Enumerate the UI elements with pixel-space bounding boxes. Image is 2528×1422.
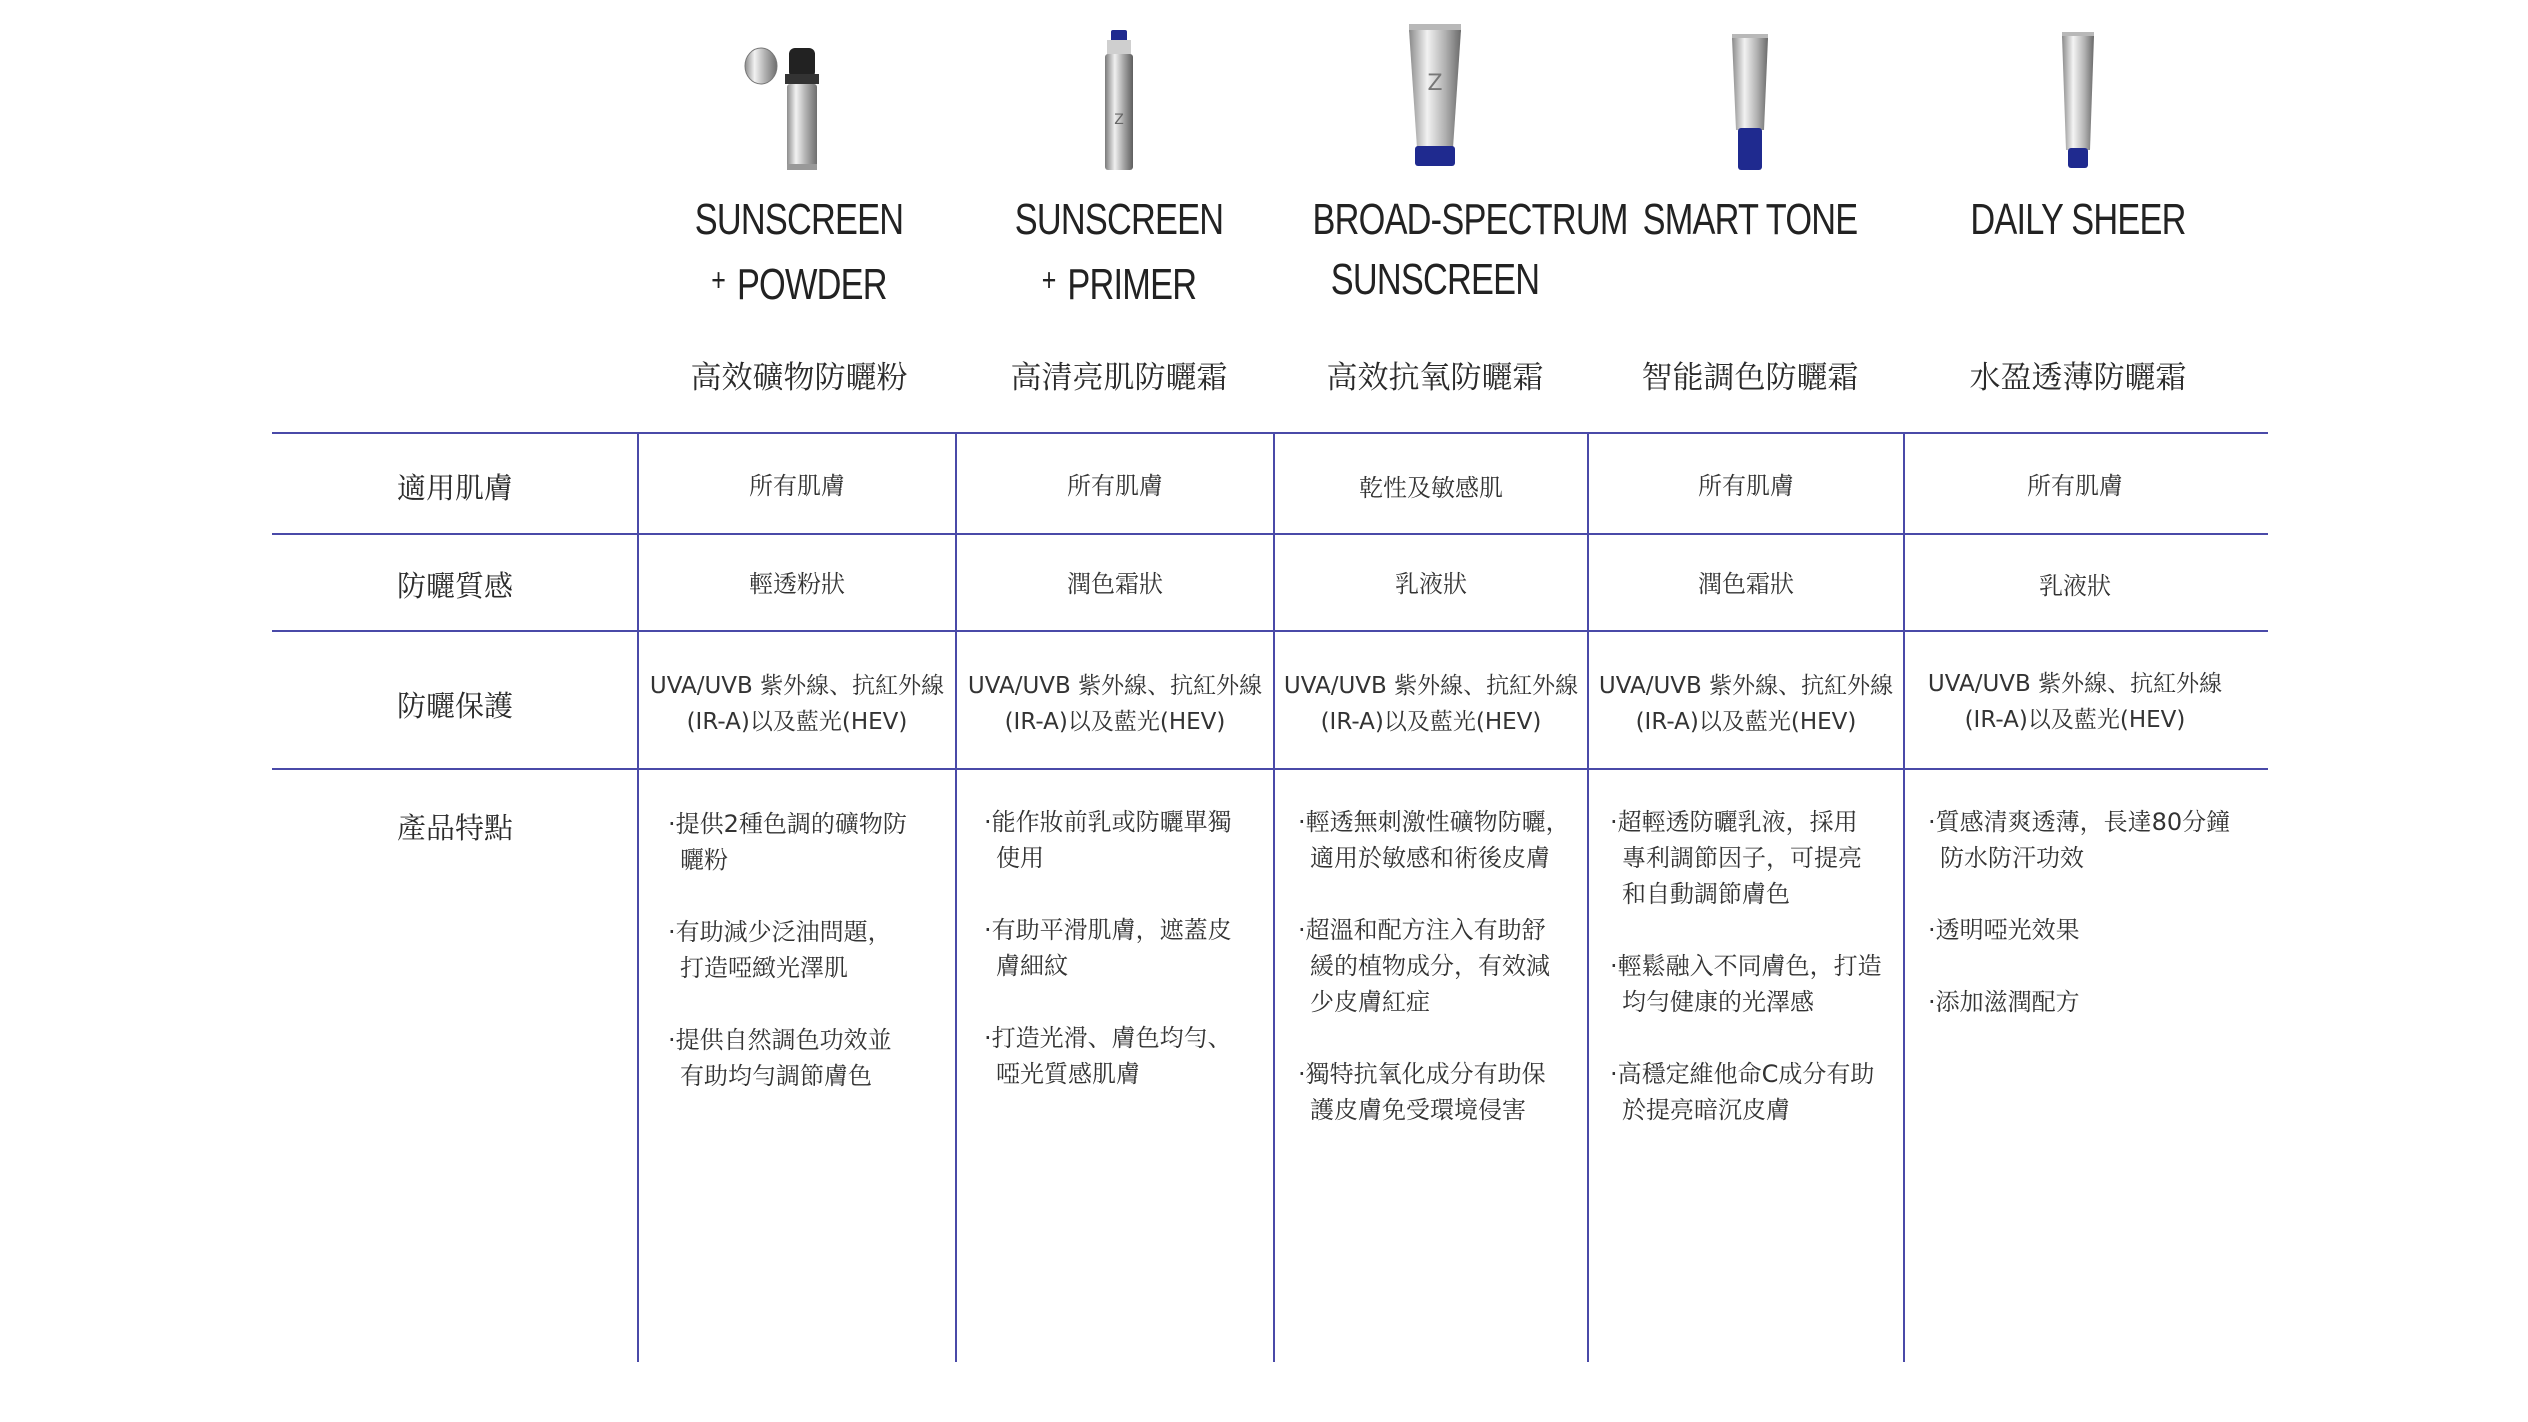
skin-type-cell: 所有肌膚 — [1698, 472, 1794, 500]
product-name-line-1: SMART TONE — [1642, 195, 1858, 244]
feature-line: 防水防汗功效 — [1940, 844, 2084, 872]
texture-cell: 乳液狀 — [1395, 570, 1467, 598]
feature-item — [1928, 984, 2230, 1020]
feature-line: ·高穩定維他命C成分有助 — [1610, 1060, 1875, 1088]
feature-item — [668, 806, 907, 878]
product-name-chinese: 高清亮肌防曬霜 — [1010, 360, 1228, 396]
feature-line: 少皮膚紅症 — [1310, 988, 1430, 1016]
protection-line-1: UVA/UVB 紫外線、抗紅外線 — [1927, 671, 2223, 697]
product-column-3 — [1278, 0, 1628, 430]
svg-text:Z: Z — [1427, 71, 1443, 96]
product-name-chinese: 水盈透薄防曬霜 — [1969, 360, 2187, 396]
feature-line: ·質感清爽透薄，長達80分鐘 — [1928, 808, 2231, 836]
product-column-1 — [640, 0, 958, 430]
protection-cell — [1905, 666, 2245, 738]
protection-line-1: UVA/UVB 紫外線、抗紅外線 — [649, 673, 945, 699]
feature-line: 和自動調節膚色 — [1622, 880, 1790, 908]
feature-line: 啞光質感肌膚 — [996, 1060, 1140, 1088]
protection-line-2: (IR-A)以及藍光(HEV) — [1964, 707, 2186, 733]
product-name-line-1: SUNSCREEN — [694, 195, 904, 244]
product-name-chinese: 智能調色防曬霜 — [1641, 360, 1859, 396]
protection-cell — [957, 668, 1273, 740]
texture-cell: 乳液狀 — [2039, 572, 2111, 600]
features-cell — [984, 804, 1232, 1128]
product-name-chinese: 高效礦物防曬粉 — [690, 360, 908, 396]
product-name-line-2: + PRIMER — [1041, 260, 1197, 309]
feature-item — [668, 914, 907, 986]
feature-item — [984, 1020, 1232, 1092]
product-name-line-2: SUNSCREEN — [1330, 255, 1540, 304]
feature-line: ·輕鬆融入不同膚色，打造 — [1610, 952, 1882, 980]
grid-line — [272, 630, 2268, 632]
texture-cell: 潤色霜狀 — [1067, 570, 1163, 598]
feature-line: ·添加滋潤配方 — [1928, 988, 2080, 1016]
product-name-chinese: 高效抗氧防曬霜 — [1326, 360, 1544, 396]
feature-line: 膚細紋 — [996, 952, 1068, 980]
product-name-line-2: + POWDER — [711, 260, 887, 309]
powder-brush-bottle-icon — [739, 24, 859, 174]
feature-line: 緩的植物成分，有效減 — [1310, 952, 1550, 980]
feature-line: ·透明啞光效果 — [1928, 916, 2080, 944]
row-label-protection: 防曬保護 — [396, 689, 513, 723]
protection-line-2: (IR-A)以及藍光(HEV) — [1320, 709, 1542, 735]
slim-tube-icon — [1690, 24, 1810, 174]
feature-item — [1298, 804, 1570, 876]
row-label-skin-type: 適用肌膚 — [396, 471, 513, 505]
feature-line: 打造啞緻光澤肌 — [680, 954, 848, 982]
protection-line-2: (IR-A)以及藍光(HEV) — [1004, 709, 1226, 735]
pump-bottle-icon — [1059, 24, 1179, 174]
feature-line: 護皮膚免受環境侵害 — [1310, 1096, 1526, 1124]
feature-line: 使用 — [996, 844, 1044, 872]
product-name — [675, 190, 923, 315]
feature-line: 專利調節因子，可提亮 — [1622, 844, 1862, 872]
product-name — [1627, 190, 1873, 250]
product-name — [1945, 190, 2210, 250]
feature-item — [984, 912, 1232, 984]
skin-type-cell: 所有肌膚 — [2027, 472, 2123, 500]
protection-line-1: UVA/UVB 紫外線、抗紅外線 — [1598, 673, 1894, 699]
product-name — [995, 190, 1243, 315]
features-cell — [1610, 804, 1882, 1164]
feature-line: ·輕透無刺激性礦物防曬， — [1298, 808, 1570, 836]
feature-line: ·有助減少泛油問題， — [668, 918, 892, 946]
feature-item — [1298, 912, 1570, 1020]
feature-item — [1610, 804, 1882, 912]
row-label-texture: 防曬質感 — [396, 569, 513, 603]
feature-line: ·有助平滑肌膚，遮蓋皮 — [984, 916, 1232, 944]
tube-icon — [1375, 20, 1495, 170]
protection-line-1: UVA/UVB 紫外線、抗紅外線 — [1283, 673, 1579, 699]
svg-text:Z: Z — [1114, 112, 1124, 128]
feature-item — [668, 1022, 907, 1094]
skin-type-cell: 乾性及敏感肌 — [1359, 474, 1503, 502]
feature-line: ·獨特抗氧化成分有助保 — [1298, 1060, 1546, 1088]
grid-line — [272, 432, 2268, 434]
protection-line-2: (IR-A)以及藍光(HEV) — [1635, 709, 1857, 735]
feature-item — [1610, 1056, 1882, 1128]
feature-item — [1298, 1056, 1570, 1128]
feature-item — [984, 804, 1232, 876]
texture-cell: 輕透粉狀 — [749, 570, 845, 598]
protection-line-1: UVA/UVB 紫外線、抗紅外線 — [967, 673, 1263, 699]
texture-cell: 潤色霜狀 — [1698, 570, 1794, 598]
grid-line — [272, 533, 2268, 535]
skin-type-cell: 所有肌膚 — [749, 472, 845, 500]
feature-item — [1928, 912, 2230, 948]
protection-cell — [639, 668, 955, 740]
feature-line: 適用於敏感和術後皮膚 — [1310, 844, 1550, 872]
feature-line: ·提供自然調色功效並 — [668, 1026, 892, 1054]
product-name-line-1: DAILY SHEER — [1970, 195, 2186, 244]
grid-line — [272, 768, 2268, 770]
features-cell — [1298, 804, 1570, 1164]
product-name-line-1: SUNSCREEN — [1014, 195, 1224, 244]
features-cell — [1928, 804, 2230, 1056]
protection-cell — [1589, 668, 1903, 740]
feature-line: ·超輕透防曬乳液，採用 — [1610, 808, 1858, 836]
feature-line: 曬粉 — [680, 846, 728, 874]
feature-line: ·超溫和配方注入有助舒 — [1298, 916, 1546, 944]
skin-type-cell: 所有肌膚 — [1067, 472, 1163, 500]
feature-line: ·打造光滑、膚色均勻、 — [984, 1024, 1232, 1052]
product-column-5 — [1908, 0, 2248, 430]
feature-line: 於提亮暗沉皮膚 — [1622, 1096, 1790, 1124]
protection-cell — [1275, 668, 1587, 740]
protection-line-2: (IR-A)以及藍光(HEV) — [686, 709, 908, 735]
features-cell — [668, 806, 907, 1130]
feature-line: 有助均勻調節膚色 — [680, 1062, 872, 1090]
product-column-2 — [960, 0, 1278, 430]
product-name — [1312, 190, 1628, 310]
product-name-line-1: BROAD-SPECTRUM — [1312, 195, 1628, 244]
feature-line: ·能作妝前乳或防曬單獨 — [984, 808, 1232, 836]
row-label-features: 產品特點 — [396, 811, 513, 845]
thin-tube-icon — [2018, 24, 2138, 174]
feature-line: 均勻健康的光澤感 — [1622, 988, 1814, 1016]
feature-item — [1610, 948, 1882, 1020]
feature-line: ·提供2種色調的礦物防 — [668, 810, 907, 838]
product-column-4 — [1592, 0, 1908, 430]
feature-item — [1928, 804, 2230, 876]
